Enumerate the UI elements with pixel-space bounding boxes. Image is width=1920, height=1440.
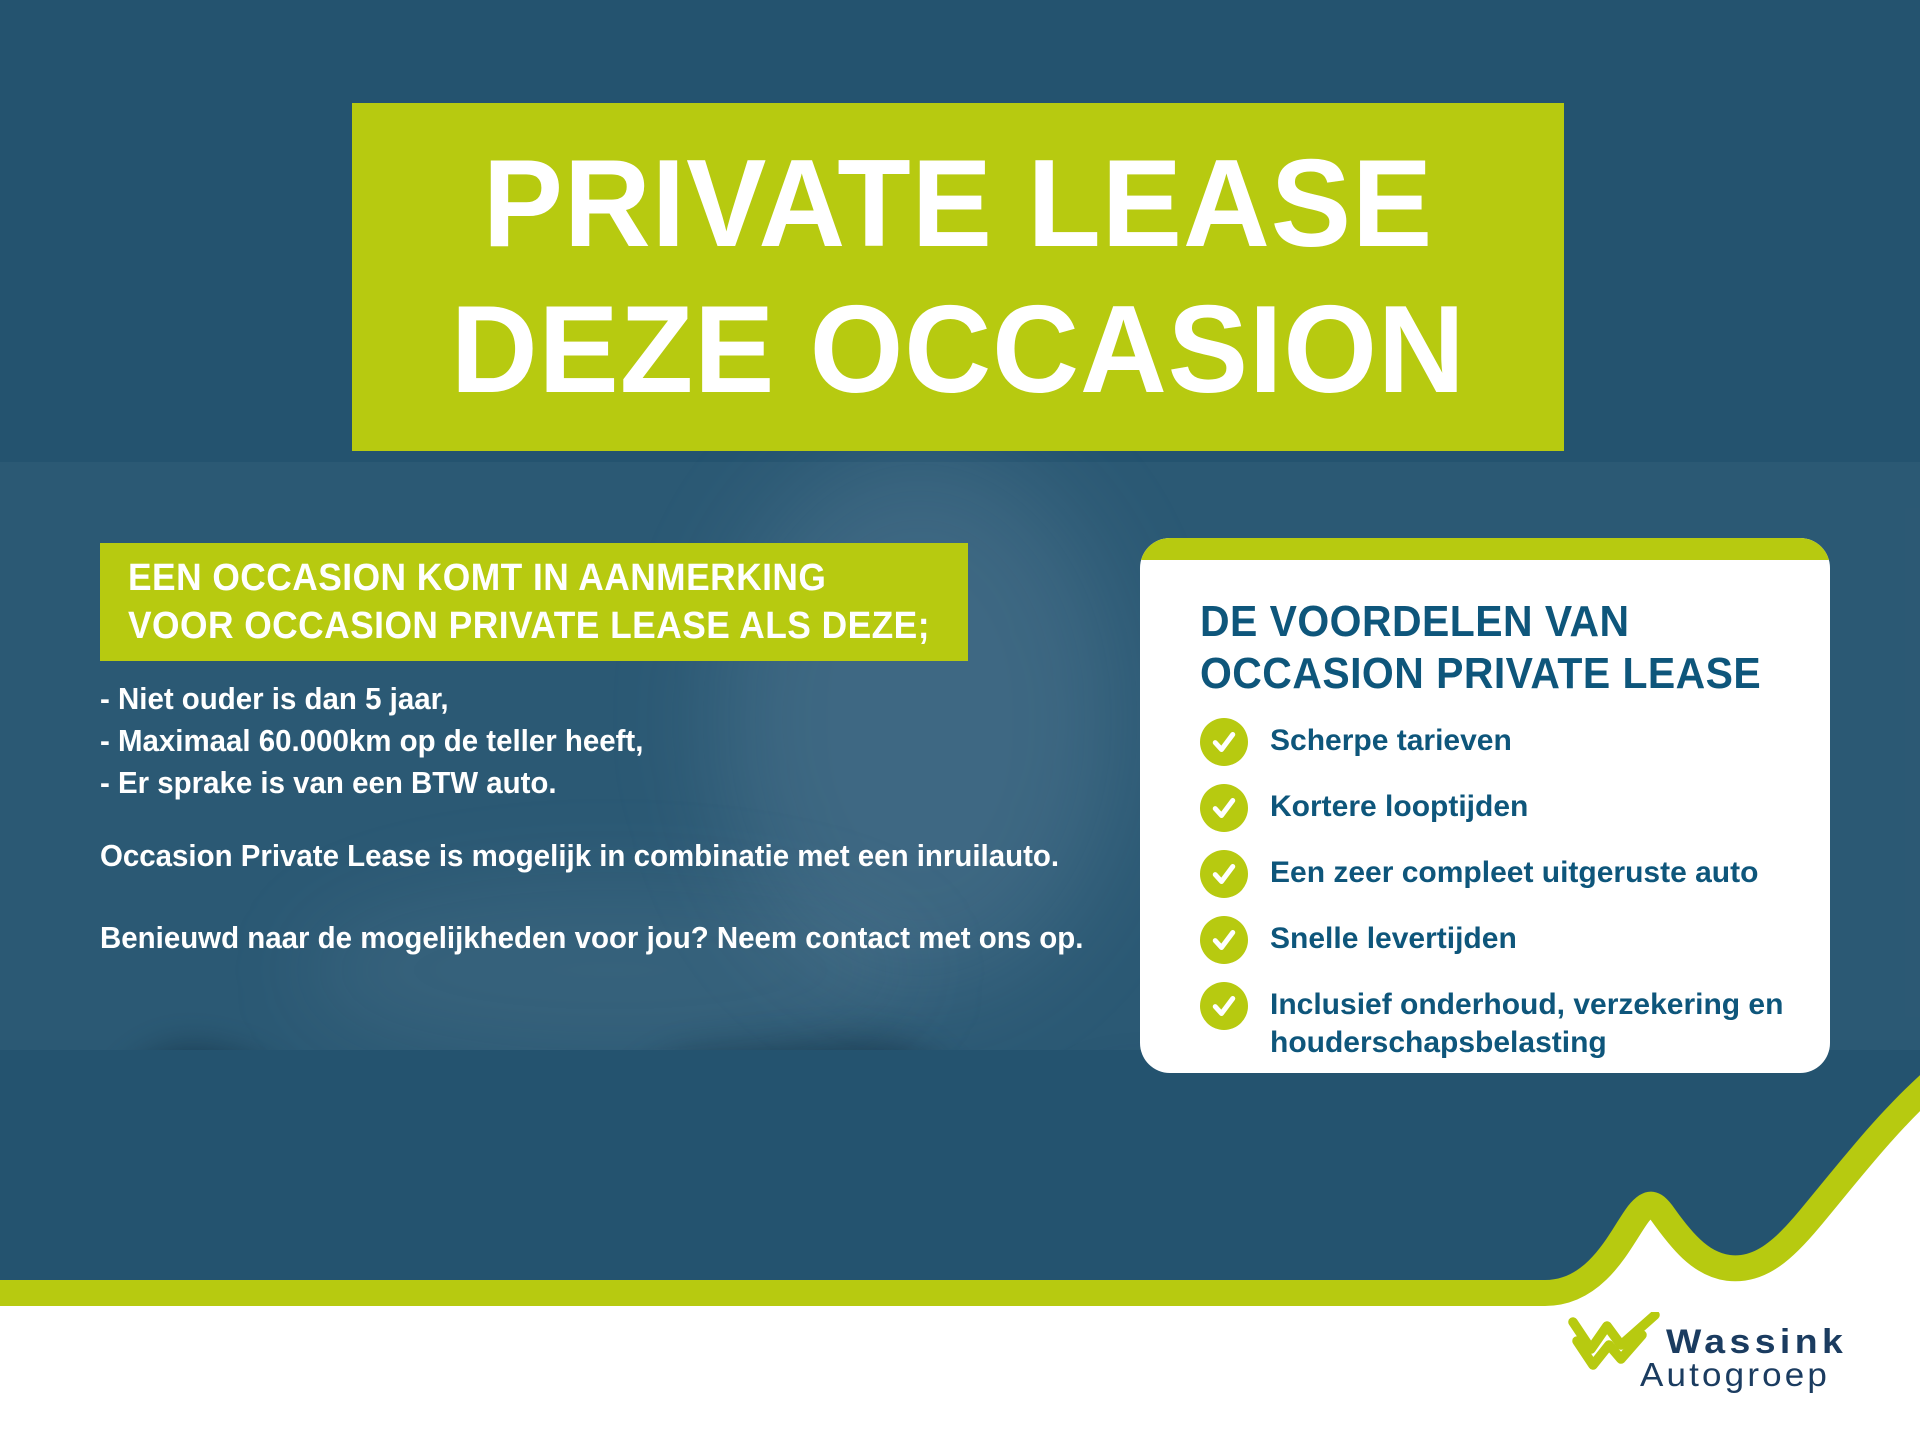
benefits-list — [1200, 718, 1800, 1062]
note-contact: Benieuwd naar de mogelijkheden voor jou? Neem contact met ons op. — [100, 920, 1084, 955]
list-item: - Maximaal 60.000km op de teller heeft, — [100, 723, 644, 758]
check-icon — [1200, 982, 1248, 1030]
hero-title-line1: PRIVATE LEASE — [482, 135, 1434, 273]
note-inruilauto: Occasion Private Lease is mogelijk in combinatie met een inruilauto. — [100, 838, 1060, 873]
wassink-logo-text — [1640, 1298, 1898, 1393]
list-item — [1200, 784, 1800, 832]
check-icon — [1200, 784, 1248, 832]
benefits-heading-line2: OCCASION PRIVATE LEASE — [1200, 649, 1762, 698]
list-item — [1200, 718, 1800, 766]
eligibility-bullet-list — [100, 678, 672, 804]
benefit-label: Scherpe tarieven — [1270, 724, 1512, 757]
background-photo-woman — [720, 450, 1120, 990]
list-item — [1200, 982, 1800, 1062]
list-item — [1200, 850, 1800, 898]
logo-name: Wassink — [1666, 1323, 1848, 1361]
list-item — [1200, 916, 1800, 964]
benefit-label: Kortere looptijden — [1270, 790, 1529, 823]
hero-title-line2: DEZE OCCASION — [450, 281, 1466, 419]
background-photo-dashboard-light — [300, 880, 920, 1060]
benefit-label: Snelle levertijden — [1270, 922, 1517, 955]
benefits-card-top-stripe — [1140, 538, 1830, 560]
benefits-card — [1140, 538, 1830, 1073]
check-icon — [1200, 718, 1248, 766]
benefits-card-body — [1140, 560, 1830, 1062]
check-icon — [1200, 850, 1248, 898]
benefit-label: Inclusief onderhoud, verzekering en houderschapsbelasting — [1270, 988, 1784, 1059]
benefit-label: Een zeer compleet uitgeruste auto — [1270, 856, 1759, 889]
wassink-autogroep-logo — [1568, 1298, 1898, 1418]
eligibility-banner-line2: VOOR OCCASION PRIVATE LEASE ALS DEZE; — [128, 605, 930, 647]
benefits-heading-line1: DE VOORDELEN VAN — [1200, 597, 1630, 646]
list-item: - Niet ouder is dan 5 jaar, — [100, 681, 449, 716]
hero-banner — [352, 103, 1564, 451]
list-item: - Er sprake is van een BTW auto. — [100, 765, 557, 800]
eligibility-banner-line1: EEN OCCASION KOMT IN AANMERKING — [128, 557, 827, 599]
check-icon — [1200, 916, 1248, 964]
logo-subname: Autogroep — [1640, 1356, 1831, 1393]
eligibility-banner — [100, 543, 968, 661]
